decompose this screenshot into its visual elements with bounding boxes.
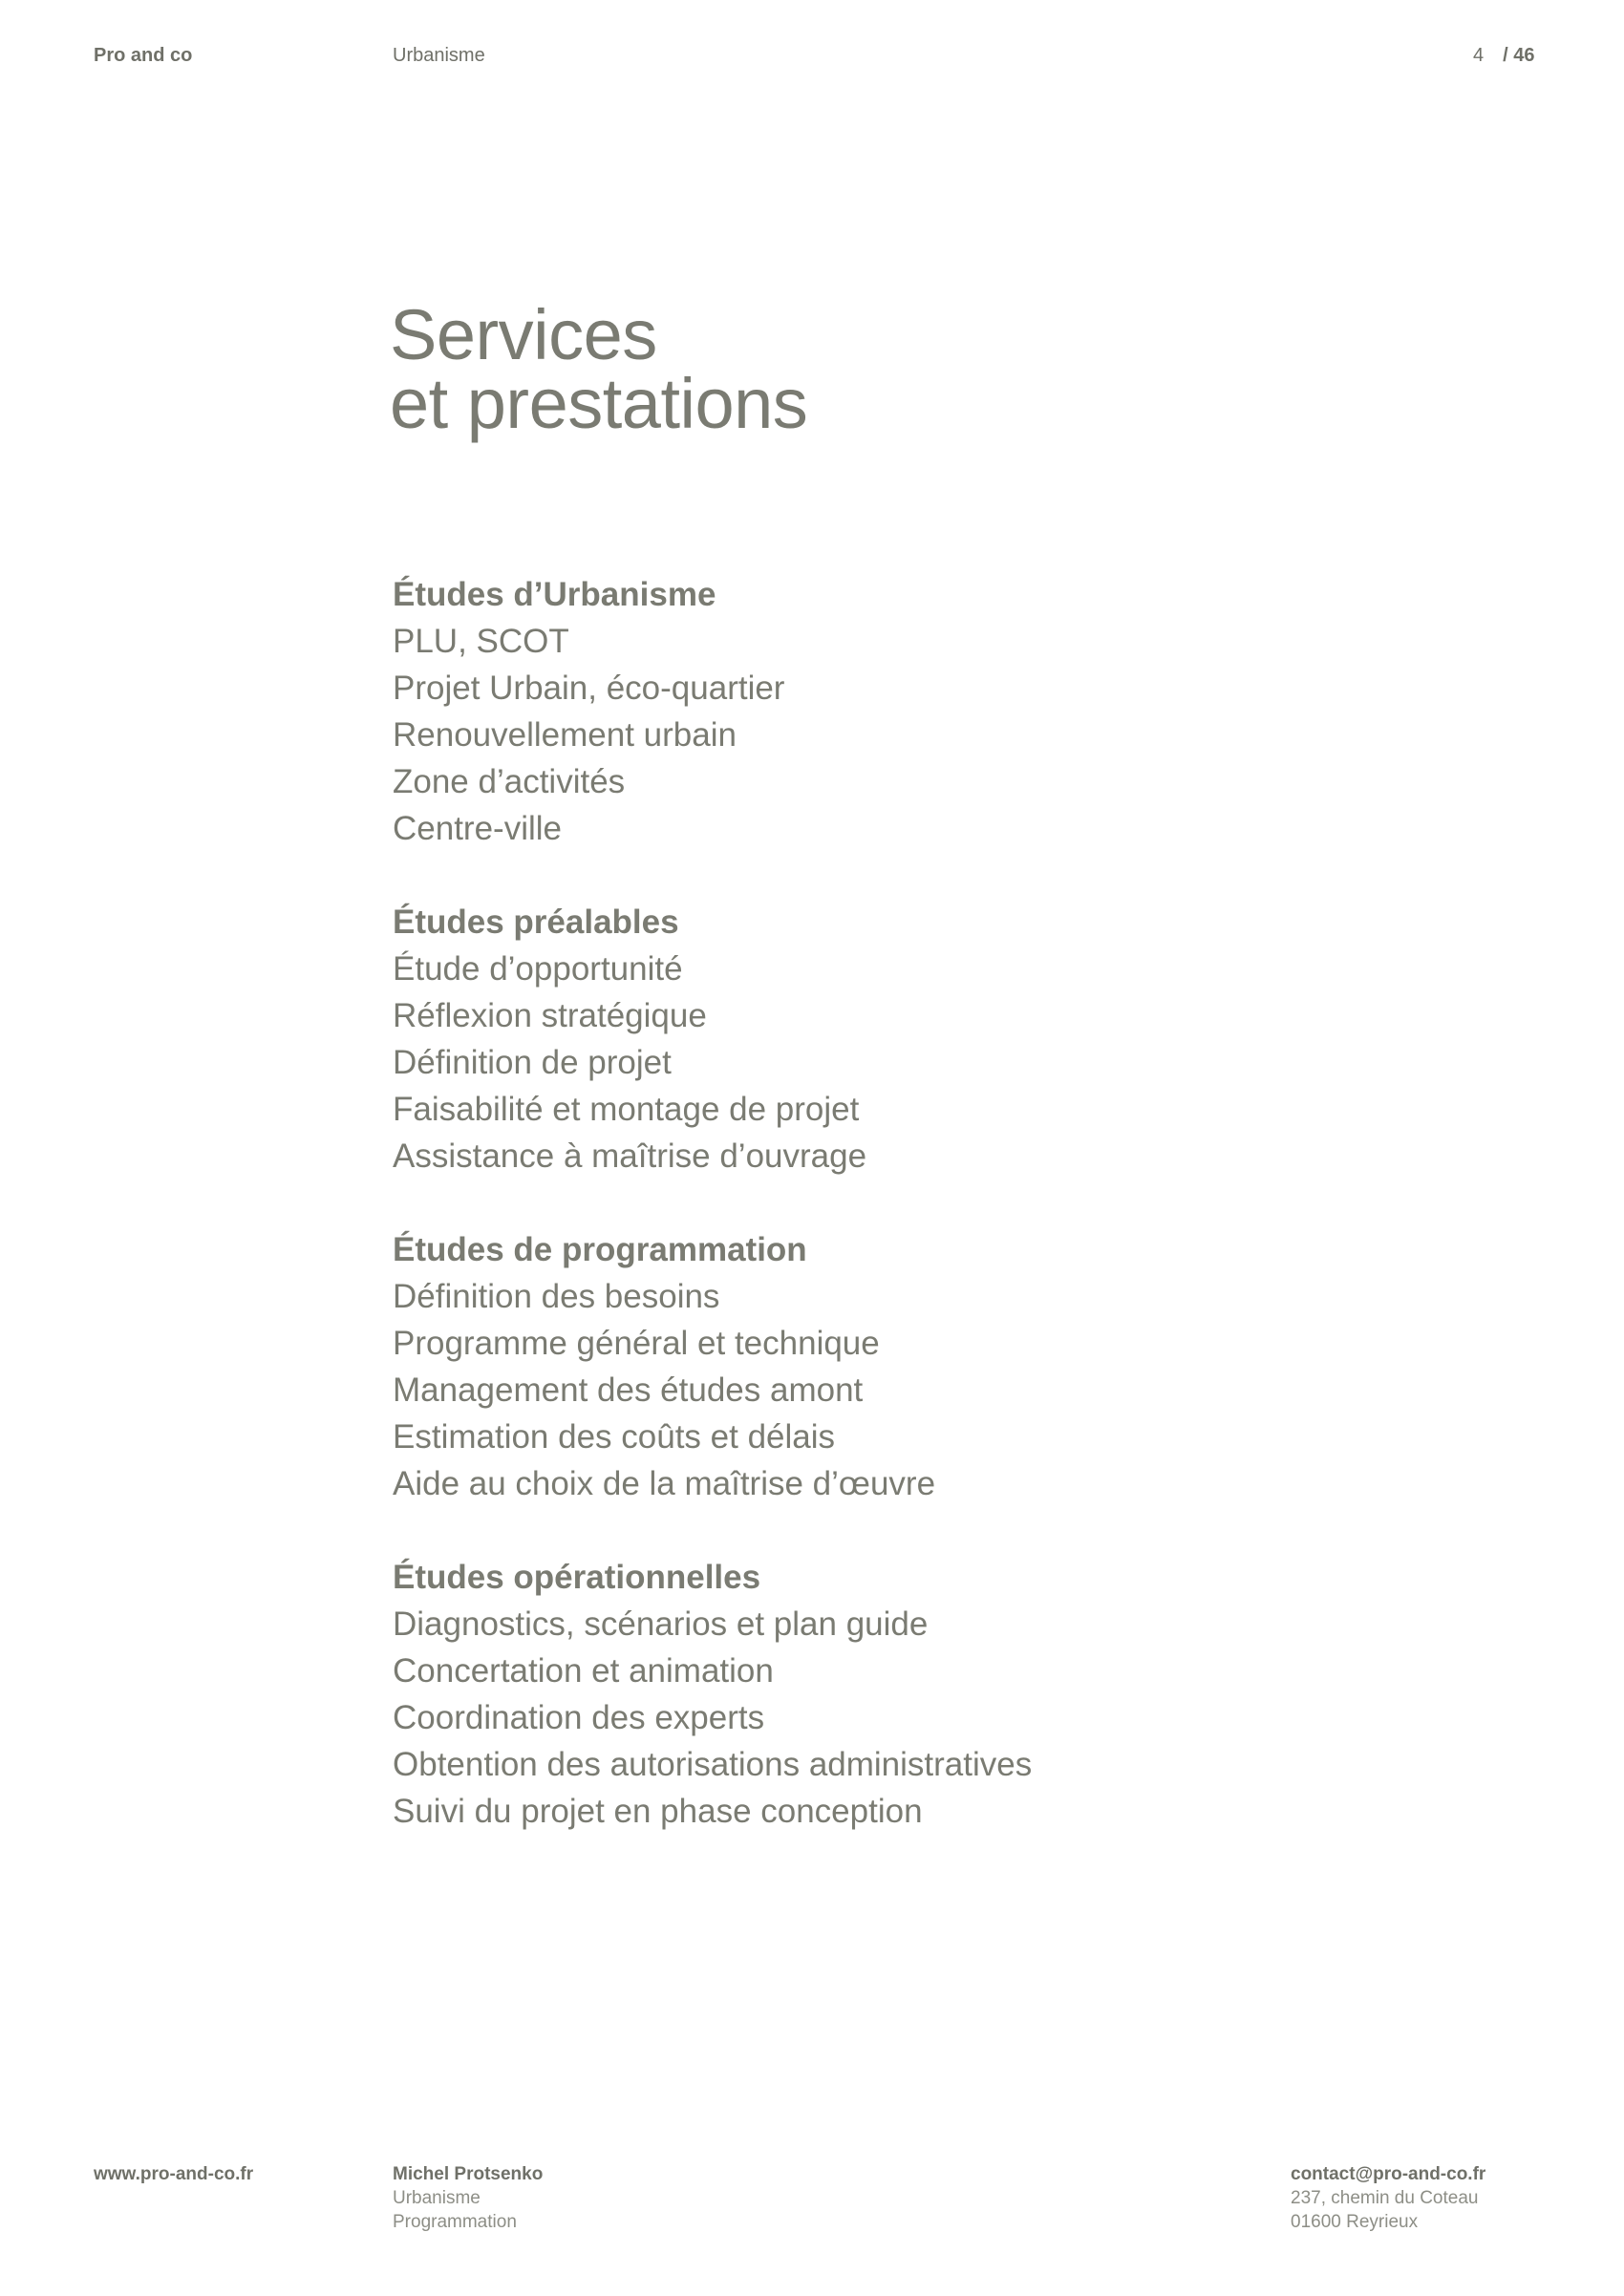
service-group [393, 899, 1032, 1180]
page-total: / 46 [1503, 45, 1535, 66]
address-line: 237, chemin du Coteau [1291, 2188, 1479, 2208]
person-role: Programmation [393, 2212, 517, 2232]
service-item: Renouvellement urbain [393, 716, 737, 754]
service-item: Coordination des experts [393, 1699, 765, 1736]
services-list [393, 571, 1032, 1881]
service-item: Diagnostics, scénarios et plan guide [393, 1605, 929, 1643]
service-item: Assistance à maîtrise d’ouvrage [393, 1137, 867, 1175]
footer-contact [1291, 2162, 1485, 2234]
service-item: Centre-ville [393, 810, 562, 847]
service-item: Aide au choix de la maîtrise d’œuvre [393, 1465, 936, 1502]
brand-name: Pro and co [94, 45, 193, 66]
service-item: Zone d’activités [393, 763, 626, 800]
address-line: 01600 Reyrieux [1291, 2212, 1419, 2232]
page-number [1473, 44, 1534, 67]
service-group-title: Études préalables [393, 904, 679, 941]
service-group-title: Études de programmation [393, 1231, 807, 1268]
page-title [390, 295, 808, 443]
service-item: Concertation et animation [393, 1652, 774, 1690]
footer-website [94, 2162, 253, 2186]
person-name: Michel Protsenko [393, 2164, 544, 2184]
page-title-line-1: Services [390, 295, 657, 374]
service-group-title: Études d’Urbanisme [393, 576, 716, 613]
service-item: Obtention des autorisations administratives [393, 1746, 1033, 1783]
service-item: Projet Urbain, éco-quartier [393, 670, 785, 707]
person-role: Urbanisme [393, 2188, 481, 2208]
service-group [393, 1554, 1032, 1835]
service-item: Étude d’opportunité [393, 950, 683, 988]
service-group-title: Études opérationnelles [393, 1559, 761, 1596]
website-link[interactable]: www.pro-and-co.fr [94, 2164, 254, 2184]
service-item: Management des études amont [393, 1371, 864, 1409]
section-name: Urbanisme [393, 45, 485, 66]
service-item: Définition des besoins [393, 1278, 720, 1315]
page-current: 4 [1473, 45, 1485, 66]
contact-email-link[interactable]: contact@pro-and-co.fr [1291, 2164, 1486, 2184]
service-item: Faisabilité et montage de projet [393, 1091, 860, 1128]
service-item: Programme général et technique [393, 1325, 880, 1362]
footer-person [393, 2162, 543, 2234]
service-item: Suivi du projet en phase conception [393, 1793, 923, 1830]
service-group [393, 571, 1032, 852]
service-item: PLU, SCOT [393, 623, 569, 660]
service-group [393, 1226, 1032, 1507]
service-item: Estimation des coûts et délais [393, 1418, 836, 1456]
service-item: Réflexion stratégique [393, 997, 707, 1034]
service-item: Définition de projet [393, 1044, 672, 1081]
page-title-line-2: et prestations [390, 364, 808, 443]
